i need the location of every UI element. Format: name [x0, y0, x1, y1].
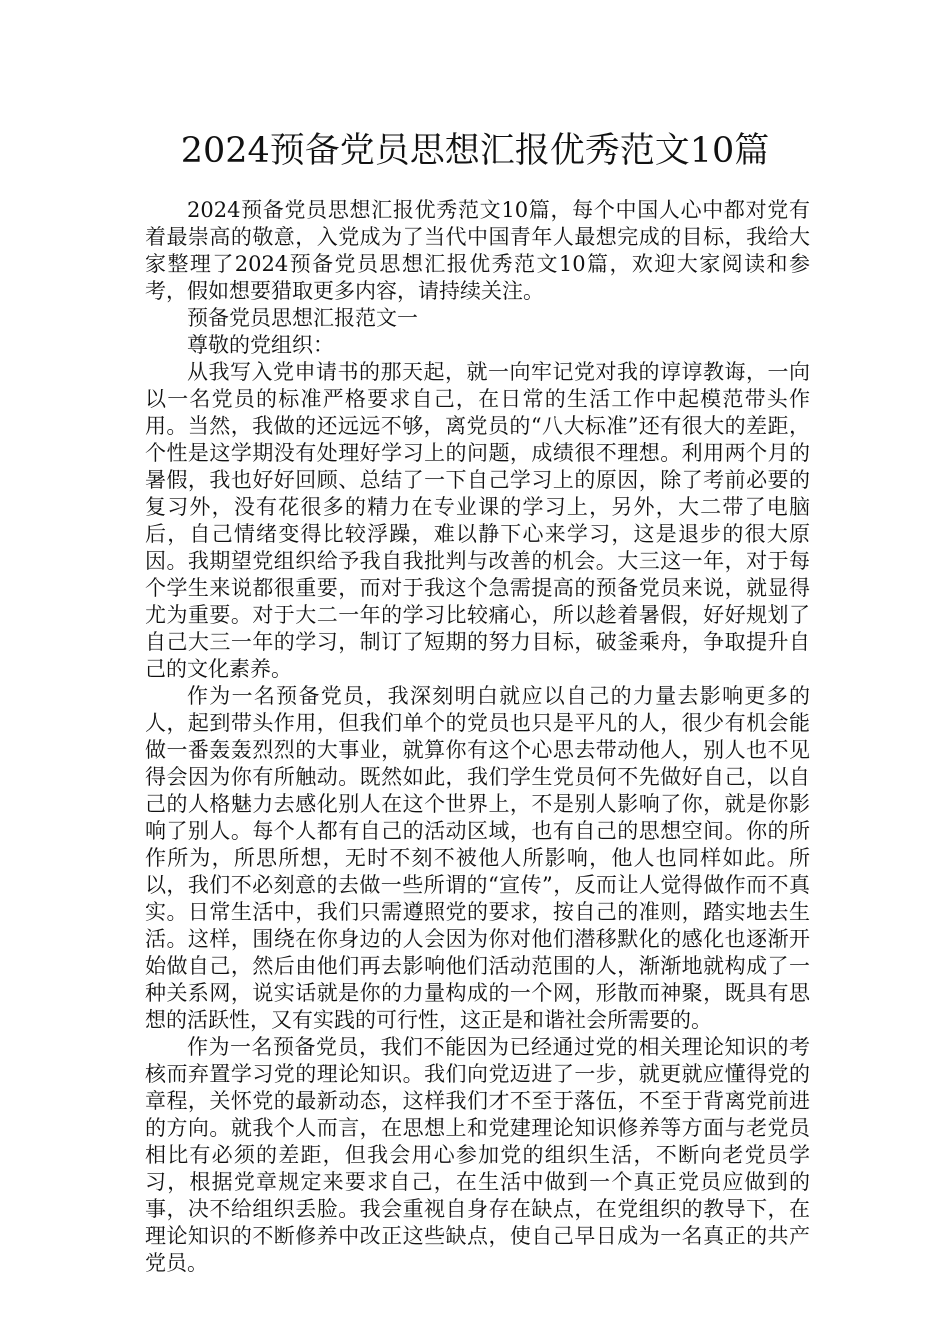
intro-paragraph: 2024预备党员思想汇报优秀范文10篇，每个中国人心中都对党有着最崇高的敬意，入党成为了当代中国青年人最想完成的目标，我给大家整理了2024预备党员思想汇报优秀范文10篇，欢迎大家阅读和参考，假如想要猎取更多内容，请持续关注。 [145, 198, 810, 303]
salutation: 尊敬的党组织： [187, 333, 334, 357]
document-body [145, 197, 810, 1277]
body-paragraph: 从我写入党申请书的那天起，就一向牢记党对我的谆谆教诲，一向以一名党员的标准严格要求自己，在日常的生活工作中起模范带头作用。当然，我做的还远远不够，离党员的“八大标准”还有很大的差距，个性是这学期没有处理好学习上的问题，成绩很不理想。利用两个月的暑假，我也好好回顾、总结了一下自己学习上的原因，除了考前必要的复习外，没有花很多的精力在专业课的学习上，另外，大二带了电脑后，自己情绪变得比较浮躁，难以静下心来学习，这是退步的很大原因。我期望党组织给予我自我批判与改善的机会。大三这一年，对于每个学生来说都很重要，而对于我这个急需提高的预备党员来说，就显得尤为重要。对于大二一年的学习比较痛心，所以趁着暑假，好好规划了自己大三一年的学习，制订了短期的努力目标，破釜乘舟，争取提升自己的文化素养。 [145, 360, 810, 681]
body-paragraph: 作为一名预备党员，我深刻明白就应以自己的力量去影响更多的人，起到带头作用，但我们单个的党员也只是平凡的人，很少有机会能做一番轰轰烈烈的大事业，就算你有这个心思去带动他人，别人也不见得会因为你有所触动。既然如此，我们学生党员何不先做好自己，以自己的人格魅力去感化别人在这个世界上，不是别人影响了你，就是你影响了别人。每个人都有自己的活动区域，也有自己的思想空间。你的所作所为，所思所想，无时不刻不被他人所影响，他人也同样如此。所以，我们不必刻意的去做一些所谓的“宣传”，反而让人觉得做作而不真实。日常生活中，我们只需遵照党的要求，按自己的准则，踏实地去生活。这样，围绕在你身边的人会因为你对他们潜移默化的感化也逐渐开始做自己，然后由他们再去影响他们活动范围的人，渐渐地就构成了一种关系网，说实话就是你的力量构成的一个网，形散而神聚，既具有思想的活跃性，又有实践的可行性，这正是和谐社会所需要的。 [145, 684, 810, 1032]
body-paragraph: 作为一名预备党员，我们不能因为已经通过党的相关理论知识的考核而弃置学习党的理论知识。我们向党迈进了一步，就更就应懂得党的章程，关怀党的最新动态，这样我们才不至于落伍，不至于背离党前进的方向。就我个人而言，在思想上和党建理论知识修养等方面与老党员相比有必须的差距，但我会用心参加党的组织生活，不断向老党员学习，根据党章规定来要求自己，在生活中做到一个真正党员应做到的事，决不给组织丢脸。我会重视自身存在缺点，在党组织的教导下，在理论知识的不断修养中改正这些缺点，使自己早日成为一名真正的共产党员。 [145, 1035, 810, 1275]
section-heading: 预备党员思想汇报范文一 [187, 306, 418, 330]
document-title: 2024预备党员思想汇报优秀范文10篇 [180, 131, 770, 171]
